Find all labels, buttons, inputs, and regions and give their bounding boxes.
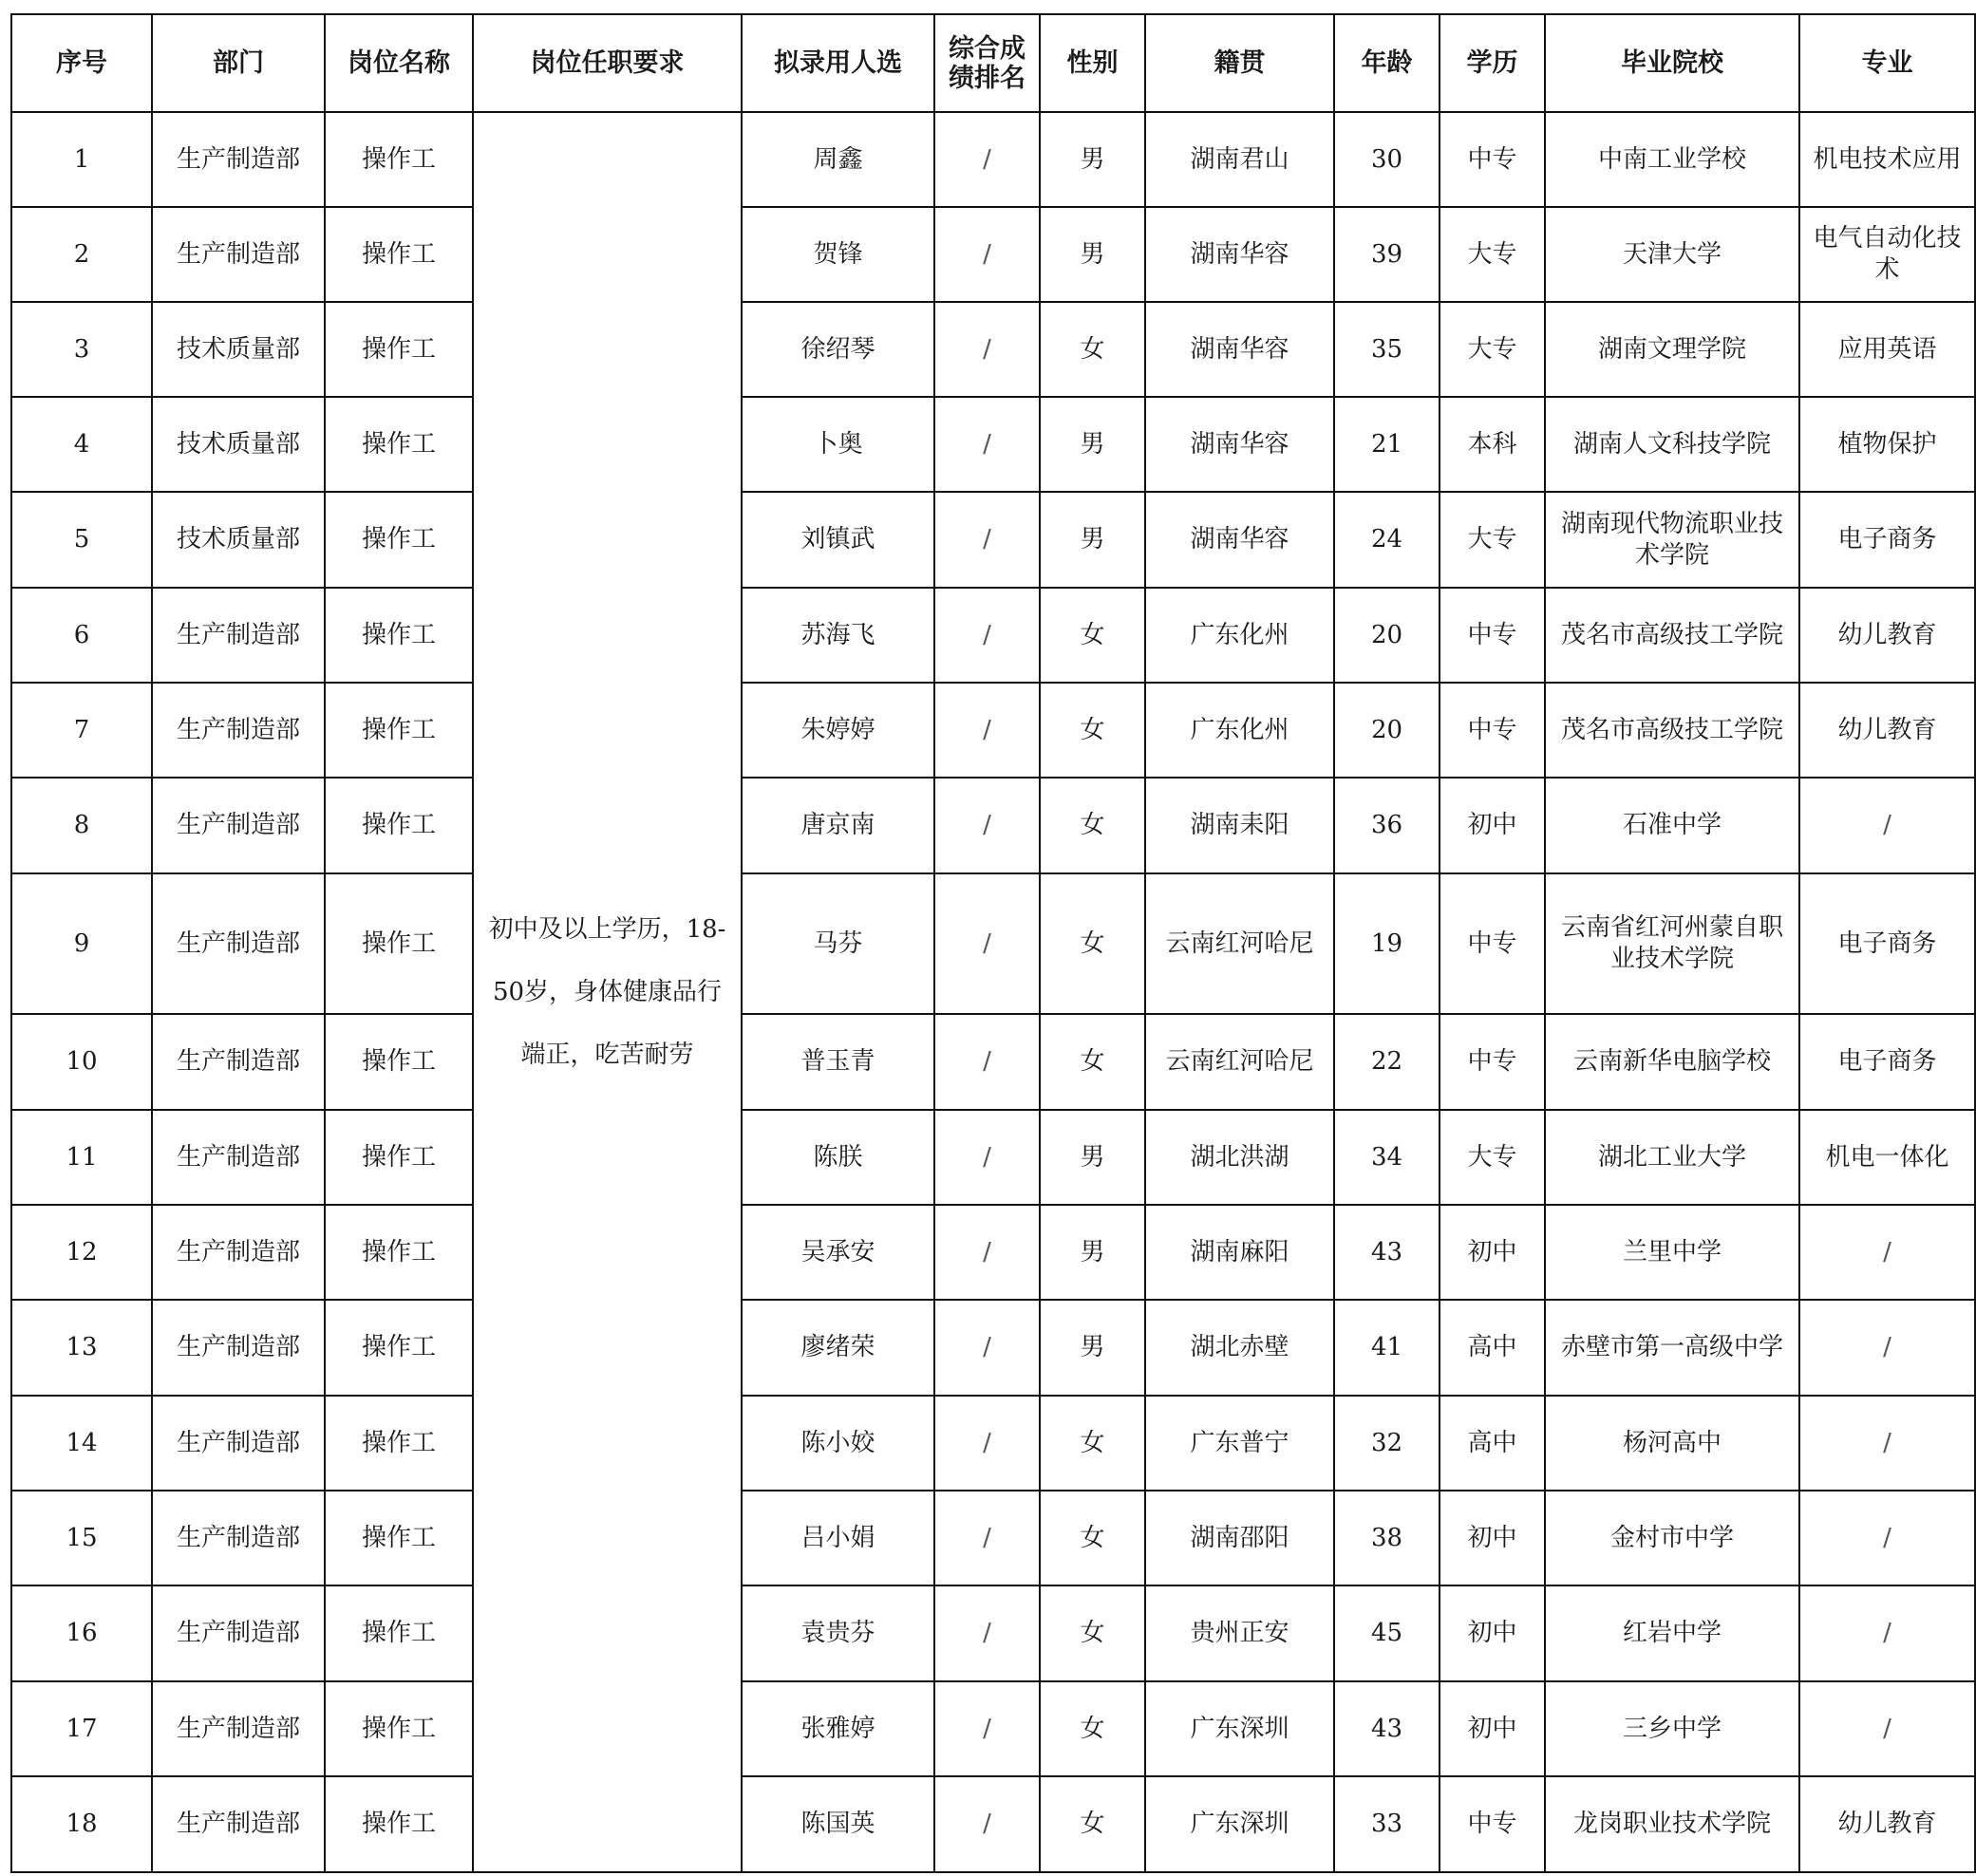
cell-origin: 广东普宁	[1145, 1396, 1334, 1491]
table-row	[11, 1110, 1975, 1205]
cell-origin: 云南红河哈尼	[1145, 873, 1334, 1014]
cell-origin: 湖南耒阳	[1145, 778, 1334, 873]
cell-index: 10	[11, 1014, 152, 1110]
cell-gender: 女	[1040, 1681, 1145, 1776]
cell-gender: 男	[1040, 1205, 1145, 1300]
cell-origin: 湖南华容	[1145, 302, 1334, 397]
cell-gender: 女	[1040, 1585, 1145, 1681]
cell-origin: 湖南麻阳	[1145, 1205, 1334, 1300]
cell-ranking: /	[934, 1014, 1040, 1110]
cell-major: 幼儿教育	[1799, 683, 1975, 778]
cell-origin: 湖南君山	[1145, 112, 1334, 207]
table-row	[11, 588, 1975, 683]
cell-education: 中专	[1440, 112, 1545, 207]
cell-gender: 男	[1040, 397, 1145, 492]
cell-age: 38	[1334, 1491, 1440, 1585]
cell-index: 15	[11, 1491, 152, 1585]
cell-origin: 贵州正安	[1145, 1585, 1334, 1681]
cell-age: 32	[1334, 1396, 1440, 1491]
cell-age: 39	[1334, 207, 1440, 302]
cell-department: 生产制造部	[152, 1681, 325, 1776]
cell-department: 生产制造部	[152, 778, 325, 873]
cell-department: 生产制造部	[152, 112, 325, 207]
cell-age: 43	[1334, 1205, 1440, 1300]
header-requirements: 岗位任职要求	[473, 14, 742, 112]
cell-school: 茂名市高级技工学院	[1545, 588, 1799, 683]
table-row	[11, 1776, 1975, 1872]
cell-age: 30	[1334, 112, 1440, 207]
cell-age: 24	[1334, 492, 1440, 588]
cell-position: 操作工	[325, 1110, 473, 1205]
cell-department: 生产制造部	[152, 1396, 325, 1491]
cell-major: 电气自动化技术	[1799, 207, 1975, 302]
cell-education: 中专	[1440, 873, 1545, 1014]
cell-department: 生产制造部	[152, 1776, 325, 1872]
cell-education: 大专	[1440, 302, 1545, 397]
cell-major: /	[1799, 778, 1975, 873]
cell-department: 生产制造部	[152, 873, 325, 1014]
header-school: 毕业院校	[1545, 14, 1799, 112]
cell-education: 初中	[1440, 1491, 1545, 1585]
table-row	[11, 873, 1975, 1014]
cell-origin: 广东化州	[1145, 588, 1334, 683]
cell-age: 20	[1334, 683, 1440, 778]
cell-ranking: /	[934, 1776, 1040, 1872]
cell-education: 大专	[1440, 1110, 1545, 1205]
cell-index: 9	[11, 873, 152, 1014]
cell-major: 电子商务	[1799, 1014, 1975, 1110]
cell-candidate: 陈朕	[742, 1110, 934, 1205]
cell-major: 机电一体化	[1799, 1110, 1975, 1205]
table-row	[11, 1300, 1975, 1396]
table-row	[11, 1396, 1975, 1491]
header-ranking: 综合成绩排名	[934, 14, 1040, 112]
cell-education: 初中	[1440, 778, 1545, 873]
table-row	[11, 1491, 1975, 1585]
cell-ranking: /	[934, 397, 1040, 492]
cell-department: 生产制造部	[152, 1205, 325, 1300]
cell-school: 三乡中学	[1545, 1681, 1799, 1776]
cell-major: /	[1799, 1491, 1975, 1585]
cell-school: 兰里中学	[1545, 1205, 1799, 1300]
cell-origin: 广东深圳	[1145, 1776, 1334, 1872]
table-row	[11, 1205, 1975, 1300]
cell-position: 操作工	[325, 683, 473, 778]
cell-age: 34	[1334, 1110, 1440, 1205]
cell-school: 中南工业学校	[1545, 112, 1799, 207]
cell-position: 操作工	[325, 492, 473, 588]
cell-candidate: 徐绍琴	[742, 302, 934, 397]
cell-index: 18	[11, 1776, 152, 1872]
cell-origin: 湖南华容	[1145, 207, 1334, 302]
cell-ranking: /	[934, 1300, 1040, 1396]
table-body	[11, 112, 1975, 1872]
cell-position: 操作工	[325, 1014, 473, 1110]
cell-ranking: /	[934, 1110, 1040, 1205]
header-index: 序号	[11, 14, 152, 112]
cell-candidate: 马芬	[742, 873, 934, 1014]
cell-education: 高中	[1440, 1396, 1545, 1491]
cell-school: 石准中学	[1545, 778, 1799, 873]
cell-origin: 湖北洪湖	[1145, 1110, 1334, 1205]
cell-age: 41	[1334, 1300, 1440, 1396]
cell-education: 高中	[1440, 1300, 1545, 1396]
cell-gender: 女	[1040, 302, 1145, 397]
cell-origin: 湖南华容	[1145, 397, 1334, 492]
table-header-row	[11, 14, 1975, 112]
cell-education: 初中	[1440, 1205, 1545, 1300]
cell-origin: 湖南华容	[1145, 492, 1334, 588]
cell-education: 初中	[1440, 1585, 1545, 1681]
cell-origin: 湖南邵阳	[1145, 1491, 1334, 1585]
table-row	[11, 1585, 1975, 1681]
cell-origin: 云南红河哈尼	[1145, 1014, 1334, 1110]
cell-index: 16	[11, 1585, 152, 1681]
cell-education: 大专	[1440, 207, 1545, 302]
cell-major: 电子商务	[1799, 873, 1975, 1014]
recruitment-table	[10, 13, 1976, 1873]
cell-candidate: 唐京南	[742, 778, 934, 873]
cell-age: 36	[1334, 778, 1440, 873]
cell-index: 12	[11, 1205, 152, 1300]
cell-age: 33	[1334, 1776, 1440, 1872]
cell-department: 生产制造部	[152, 207, 325, 302]
cell-gender: 男	[1040, 492, 1145, 588]
cell-school: 龙岗职业技术学院	[1545, 1776, 1799, 1872]
cell-education: 本科	[1440, 397, 1545, 492]
cell-ranking: /	[934, 683, 1040, 778]
cell-position: 操作工	[325, 1205, 473, 1300]
cell-candidate: 陈小姣	[742, 1396, 934, 1491]
cell-gender: 女	[1040, 1396, 1145, 1491]
cell-department: 生产制造部	[152, 1300, 325, 1396]
cell-candidate: 朱婷婷	[742, 683, 934, 778]
cell-school: 湖南文理学院	[1545, 302, 1799, 397]
cell-major: 幼儿教育	[1799, 1776, 1975, 1872]
cell-major: 应用英语	[1799, 302, 1975, 397]
cell-age: 45	[1334, 1585, 1440, 1681]
cell-candidate: 张雅婷	[742, 1681, 934, 1776]
table-row	[11, 778, 1975, 873]
cell-gender: 女	[1040, 683, 1145, 778]
cell-position: 操作工	[325, 588, 473, 683]
cell-school: 金村市中学	[1545, 1491, 1799, 1585]
cell-index: 8	[11, 778, 152, 873]
cell-school: 云南新华电脑学校	[1545, 1014, 1799, 1110]
header-age: 年龄	[1334, 14, 1440, 112]
cell-origin: 湖北赤壁	[1145, 1300, 1334, 1396]
cell-position: 操作工	[325, 112, 473, 207]
cell-major: /	[1799, 1396, 1975, 1491]
cell-position: 操作工	[325, 397, 473, 492]
cell-index: 11	[11, 1110, 152, 1205]
cell-candidate: 廖绪荣	[742, 1300, 934, 1396]
cell-candidate: 袁贵芬	[742, 1585, 934, 1681]
cell-gender: 男	[1040, 1300, 1145, 1396]
cell-gender: 女	[1040, 1491, 1145, 1585]
cell-index: 4	[11, 397, 152, 492]
cell-department: 生产制造部	[152, 1110, 325, 1205]
cell-ranking: /	[934, 112, 1040, 207]
cell-school: 湖北工业大学	[1545, 1110, 1799, 1205]
cell-ranking: /	[934, 1491, 1040, 1585]
cell-position: 操作工	[325, 207, 473, 302]
cell-gender: 女	[1040, 1014, 1145, 1110]
cell-candidate: 苏海飞	[742, 588, 934, 683]
cell-major: /	[1799, 1300, 1975, 1396]
table-row	[11, 492, 1975, 588]
cell-position: 操作工	[325, 1681, 473, 1776]
table-row	[11, 397, 1975, 492]
cell-major: 幼儿教育	[1799, 588, 1975, 683]
cell-school: 云南省红河州蒙自职业技术学院	[1545, 873, 1799, 1014]
cell-school: 杨河高中	[1545, 1396, 1799, 1491]
cell-gender: 男	[1040, 112, 1145, 207]
cell-major: 植物保护	[1799, 397, 1975, 492]
cell-index: 7	[11, 683, 152, 778]
cell-ranking: /	[934, 1681, 1040, 1776]
cell-education: 中专	[1440, 683, 1545, 778]
cell-ranking: /	[934, 778, 1040, 873]
cell-candidate: 陈国英	[742, 1776, 934, 1872]
cell-candidate: 卜奥	[742, 397, 934, 492]
header-candidate: 拟录用人选	[742, 14, 934, 112]
cell-candidate: 吕小娟	[742, 1491, 934, 1585]
header-education: 学历	[1440, 14, 1545, 112]
cell-index: 17	[11, 1681, 152, 1776]
cell-department: 生产制造部	[152, 683, 325, 778]
cell-position: 操作工	[325, 302, 473, 397]
cell-position: 操作工	[325, 1491, 473, 1585]
cell-department: 生产制造部	[152, 1491, 325, 1585]
cell-requirements: 初中及以上学历，18-50岁，身体健康品行端正，吃苦耐劳	[473, 112, 742, 1872]
cell-gender: 男	[1040, 1110, 1145, 1205]
cell-major: 机电技术应用	[1799, 112, 1975, 207]
table-row	[11, 112, 1975, 207]
table-row	[11, 1681, 1975, 1776]
cell-ranking: /	[934, 492, 1040, 588]
cell-position: 操作工	[325, 778, 473, 873]
header-major: 专业	[1799, 14, 1975, 112]
header-department: 部门	[152, 14, 325, 112]
cell-department: 技术质量部	[152, 397, 325, 492]
cell-age: 19	[1334, 873, 1440, 1014]
cell-school: 湖南现代物流职业技术学院	[1545, 492, 1799, 588]
cell-candidate: 周鑫	[742, 112, 934, 207]
cell-school: 赤壁市第一高级中学	[1545, 1300, 1799, 1396]
cell-age: 22	[1334, 1014, 1440, 1110]
cell-gender: 女	[1040, 588, 1145, 683]
cell-origin: 广东化州	[1145, 683, 1334, 778]
cell-position: 操作工	[325, 1300, 473, 1396]
cell-department: 生产制造部	[152, 1014, 325, 1110]
cell-ranking: /	[934, 873, 1040, 1014]
cell-major: /	[1799, 1585, 1975, 1681]
cell-candidate: 刘镇武	[742, 492, 934, 588]
cell-position: 操作工	[325, 1396, 473, 1491]
cell-school: 茂名市高级技工学院	[1545, 683, 1799, 778]
cell-position: 操作工	[325, 1585, 473, 1681]
table-row	[11, 207, 1975, 302]
cell-department: 生产制造部	[152, 1585, 325, 1681]
cell-position: 操作工	[325, 873, 473, 1014]
cell-gender: 男	[1040, 207, 1145, 302]
cell-ranking: /	[934, 588, 1040, 683]
cell-gender: 女	[1040, 778, 1145, 873]
cell-department: 技术质量部	[152, 302, 325, 397]
cell-major: /	[1799, 1681, 1975, 1776]
cell-origin: 广东深圳	[1145, 1681, 1334, 1776]
cell-age: 35	[1334, 302, 1440, 397]
cell-ranking: /	[934, 1396, 1040, 1491]
cell-age: 20	[1334, 588, 1440, 683]
cell-candidate: 普玉青	[742, 1014, 934, 1110]
cell-gender: 女	[1040, 1776, 1145, 1872]
cell-school: 红岩中学	[1545, 1585, 1799, 1681]
cell-index: 1	[11, 112, 152, 207]
table-row	[11, 302, 1975, 397]
cell-gender: 女	[1040, 873, 1145, 1014]
cell-education: 大专	[1440, 492, 1545, 588]
cell-education: 初中	[1440, 1681, 1545, 1776]
table-row	[11, 683, 1975, 778]
cell-department: 技术质量部	[152, 492, 325, 588]
header-position: 岗位名称	[325, 14, 473, 112]
cell-ranking: /	[934, 302, 1040, 397]
cell-index: 2	[11, 207, 152, 302]
cell-major: /	[1799, 1205, 1975, 1300]
cell-age: 43	[1334, 1681, 1440, 1776]
cell-ranking: /	[934, 1585, 1040, 1681]
cell-school: 天津大学	[1545, 207, 1799, 302]
cell-major: 电子商务	[1799, 492, 1975, 588]
header-gender: 性别	[1040, 14, 1145, 112]
cell-age: 21	[1334, 397, 1440, 492]
cell-candidate: 贺锋	[742, 207, 934, 302]
cell-index: 6	[11, 588, 152, 683]
cell-ranking: /	[934, 1205, 1040, 1300]
cell-index: 13	[11, 1300, 152, 1396]
cell-education: 中专	[1440, 1776, 1545, 1872]
cell-index: 14	[11, 1396, 152, 1491]
table-row	[11, 1014, 1975, 1110]
cell-education: 中专	[1440, 1014, 1545, 1110]
cell-index: 5	[11, 492, 152, 588]
cell-candidate: 吴承安	[742, 1205, 934, 1300]
header-origin: 籍贯	[1145, 14, 1334, 112]
cell-school: 湖南人文科技学院	[1545, 397, 1799, 492]
cell-index: 3	[11, 302, 152, 397]
cell-position: 操作工	[325, 1776, 473, 1872]
cell-education: 中专	[1440, 588, 1545, 683]
cell-department: 生产制造部	[152, 588, 325, 683]
cell-ranking: /	[934, 207, 1040, 302]
